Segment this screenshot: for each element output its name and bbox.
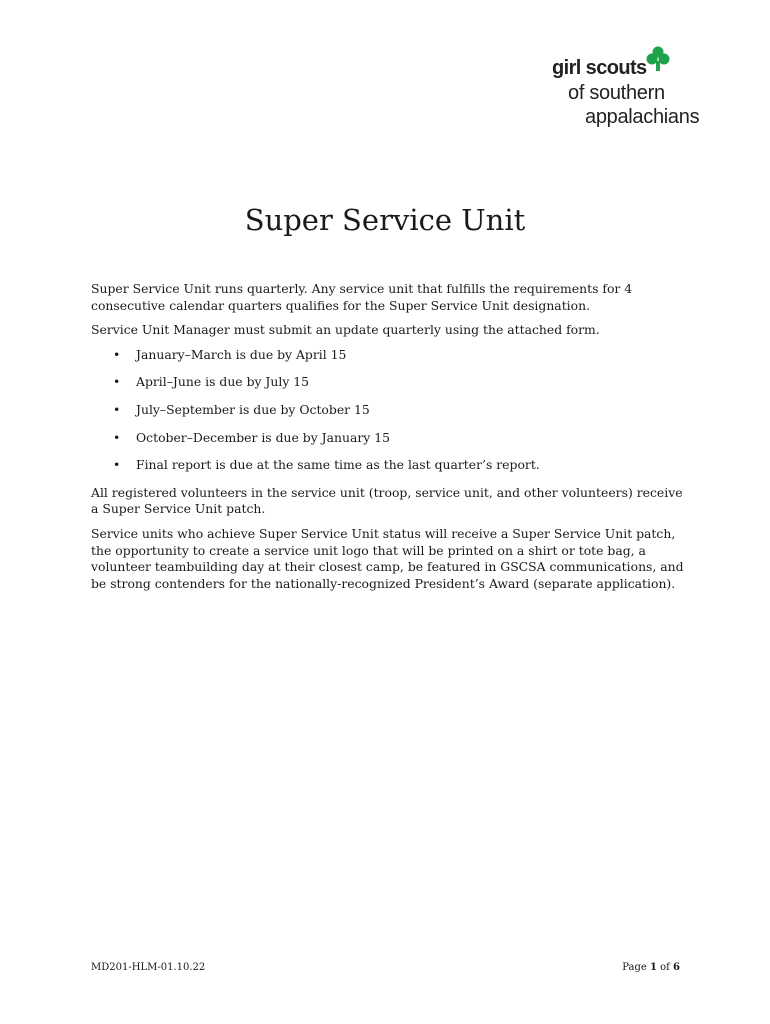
patch-paragraph: All registered volunteers in the service unit (troop, service unit, and other volunteers) receive a Super Service Unit patch. xyxy=(91,484,683,517)
logo-text-line3: appalachians xyxy=(585,106,700,128)
document-body xyxy=(91,281,691,600)
deadline-item: • April–June is due by July 15 xyxy=(91,374,691,391)
document-code: MD201-HLM-01.10.22 xyxy=(91,962,206,973)
page-number xyxy=(622,962,680,973)
logo-text-line1: girl scouts xyxy=(552,57,647,79)
logo-text-line2: of southern xyxy=(568,82,665,104)
intro-paragraph: Super Service Unit runs quarterly. Any service unit that fulfills the requirements for 4 consecutive calendar quarters qualifies for the Super Service Unit designation. xyxy=(91,281,633,313)
deadline-item: • July–September is due by October 15 xyxy=(91,402,691,419)
trefoil-icon xyxy=(646,46,670,72)
manager-paragraph: Service Unit Manager must submit an update quarterly using the attached form. xyxy=(91,322,600,338)
deadline-item: • October–December is due by January 15 xyxy=(91,430,691,447)
deadline-item: • Final report is due at the same time as the last quarter’s report. xyxy=(91,457,691,474)
organization-logo xyxy=(550,44,720,134)
benefits-paragraph: Service units who achieve Super Service Unit status will receive a Super Service Unit patch, the opportunity to create a service unit logo that will be printed on a shirt or tote bag, a volunteer teambuilding day at their closest camp, be featured in GSCSA communications, and be strong contenders for the nationally-recognized President’s Award (separate application). xyxy=(91,525,684,591)
page-of-label: of xyxy=(660,962,670,973)
page-total: 6 xyxy=(673,962,680,973)
deadline-item: • January–March is due by April 15 xyxy=(91,347,691,364)
deadline-list xyxy=(91,347,691,474)
page-title: Super Service Unit xyxy=(244,203,526,237)
page-current: 1 xyxy=(649,962,657,973)
page-label: Page xyxy=(622,962,647,973)
